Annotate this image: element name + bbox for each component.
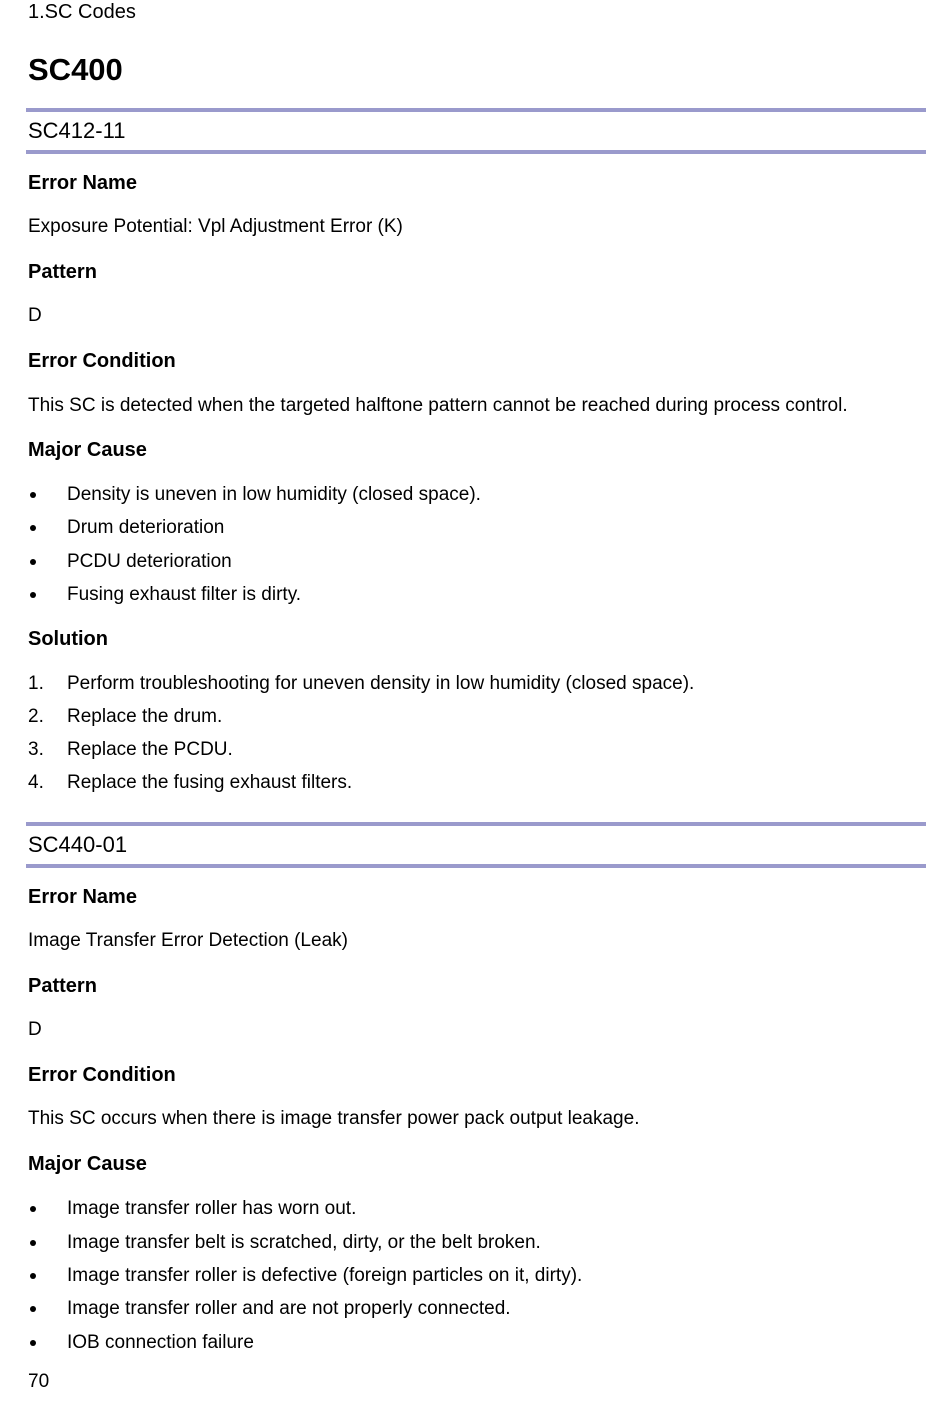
step-number: 4. <box>28 772 44 793</box>
bullet-icon <box>30 1306 36 1312</box>
major-cause-heading: Major Cause <box>28 439 147 461</box>
pattern-text: D <box>28 1019 42 1040</box>
step-number: 3. <box>28 739 44 760</box>
bullet-icon <box>30 1240 36 1246</box>
bullet-icon <box>30 592 36 598</box>
pattern-heading: Pattern <box>28 975 97 997</box>
error-condition-text: This SC is detected when the targeted halftone pattern cannot be reached during process control. <box>28 395 848 416</box>
error-name-text: Exposure Potential: Vpl Adjustment Error (K) <box>28 216 403 237</box>
code-title: SC440-01 <box>28 832 128 857</box>
code-rule-top <box>26 108 926 112</box>
error-condition-text: This SC occurs when there is image transfer power pack output leakage. <box>28 1108 640 1129</box>
bullet-icon <box>30 1206 36 1212</box>
error-name-heading: Error Name <box>28 172 137 194</box>
bullet-icon <box>30 492 36 498</box>
bullet-icon <box>30 559 36 565</box>
code-rule-bottom <box>26 864 926 868</box>
pattern-text: D <box>28 305 42 326</box>
section-title: SC400 <box>28 52 123 87</box>
pattern-heading: Pattern <box>28 261 97 283</box>
error-name-heading: Error Name <box>28 886 137 908</box>
bullet-icon <box>30 1273 36 1279</box>
step-number: 1. <box>28 673 44 694</box>
code-rule-top <box>26 822 926 826</box>
solution-heading: Solution <box>28 628 108 650</box>
running-header: 1.SC Codes <box>28 1 136 23</box>
code-title: SC412-11 <box>28 118 126 143</box>
error-condition-heading: Error Condition <box>28 1064 176 1086</box>
page-number: 70 <box>28 1371 50 1392</box>
major-cause-heading: Major Cause <box>28 1153 147 1175</box>
error-name-text: Image Transfer Error Detection (Leak) <box>28 930 348 951</box>
bullet-icon <box>30 525 36 531</box>
code-rule-bottom <box>26 150 926 154</box>
error-condition-heading: Error Condition <box>28 350 176 372</box>
step-number: 2. <box>28 706 44 727</box>
bullet-icon <box>30 1340 36 1346</box>
manual-page: 1.SC Codes SC400 SC412-11 Error Name Exposure Potential: Vpl Adjustment Error (K) Pattern D Error Condition This SC is detected when the targeted halftone pattern cannot be reached during process control. Major Cause Density is uneven in low humidity (closed space). Drum deterioration PCDU deterioration Fusing exhaust filter is dirty. Solution 1. Perform troubleshooting for uneven density in low humidity (closed space). 2. Replace the drum. 3. Replace the PCDU. 4. Replace the fusing exhaust filters. SC440-01 Error Name Image Transfer Error Detection (Leak) Pattern D Error Condition This SC occurs when there is image transfer power pack output leakage. Major Cause Image transfer roller has worn out. Image transfer belt is scratched, dirty, or the belt broken. Image transfer roller is defective (foreign particles on it, dirty). Image transfer roller and are not properly connected. IOB connection failure 70 <box>0 0 950 1408</box>
